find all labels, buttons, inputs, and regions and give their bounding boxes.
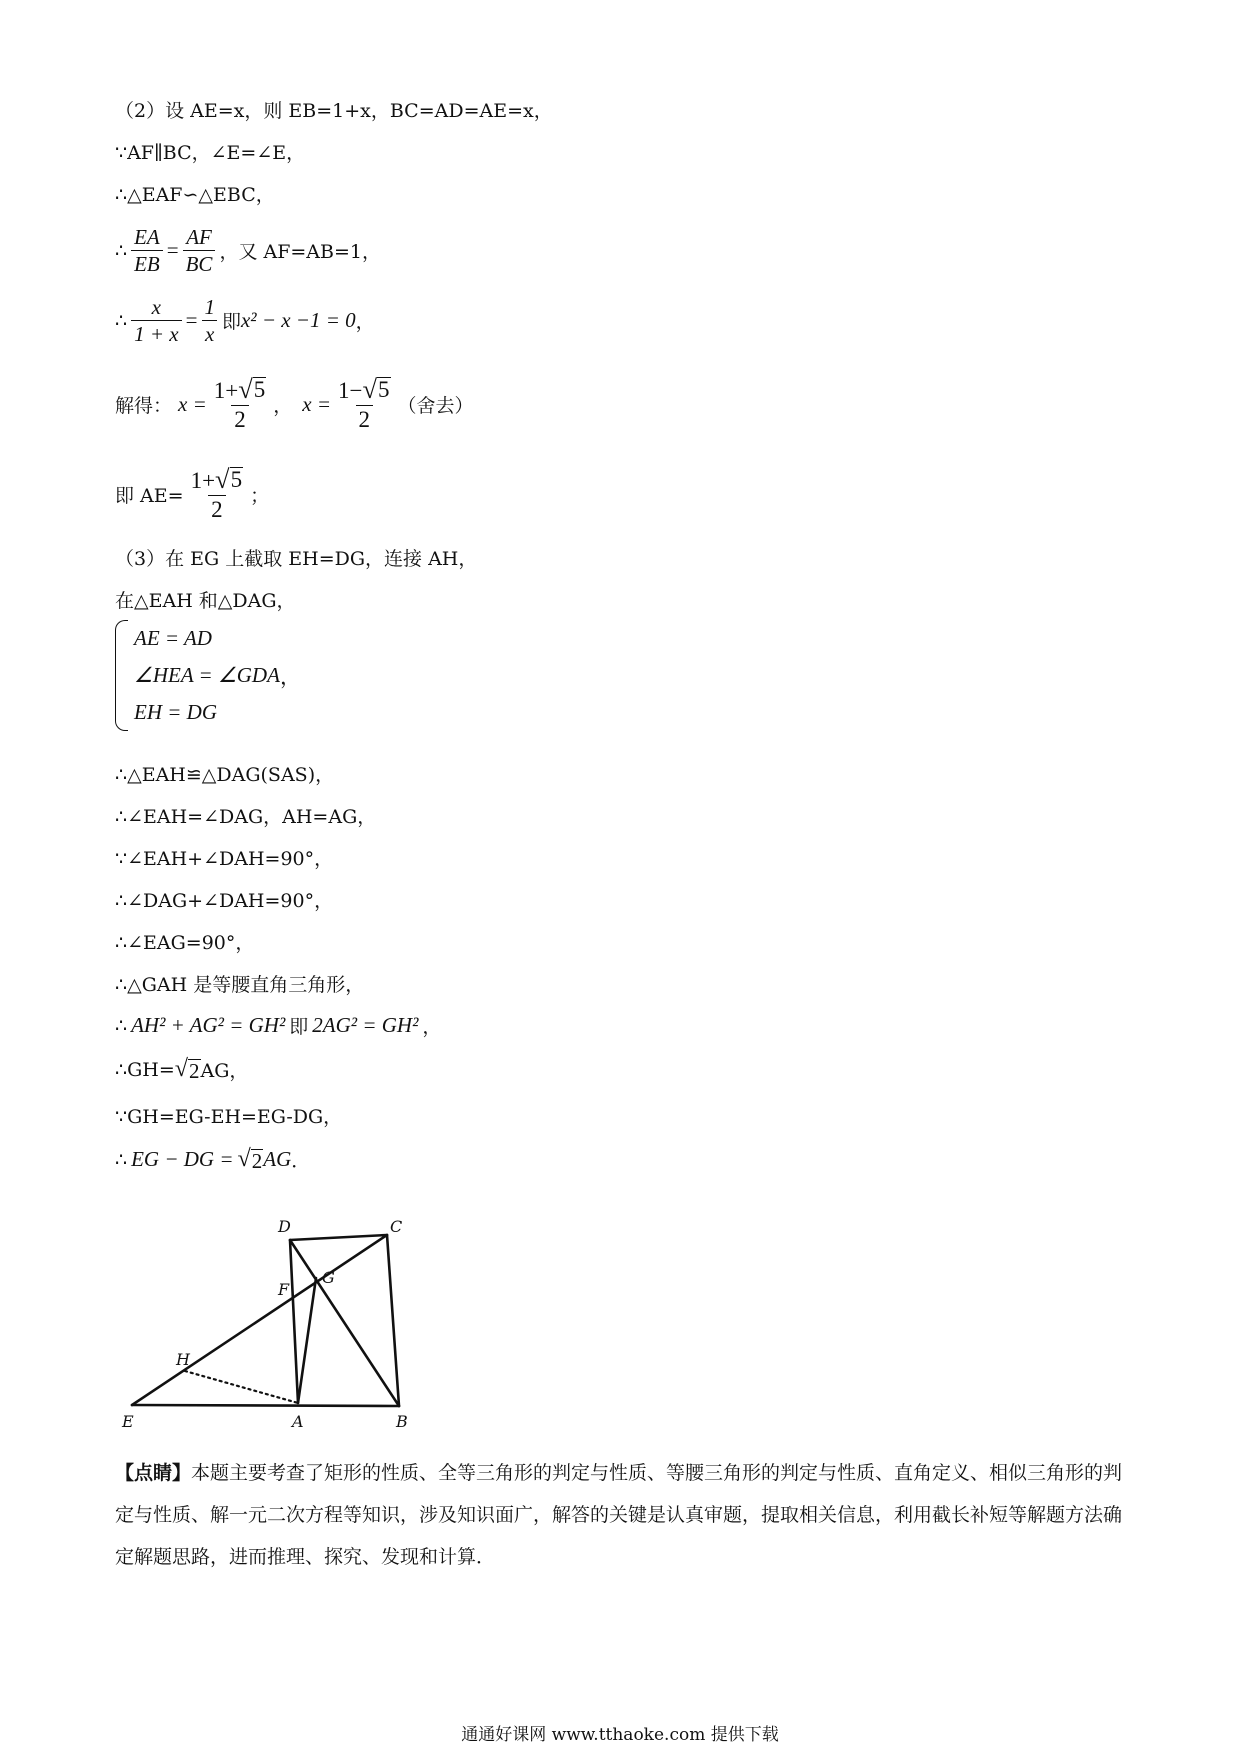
system-row-2: ∠HEA = ∠GDA (134, 663, 280, 687)
left-brace (115, 620, 128, 731)
summary-note (115, 1452, 1125, 1578)
part3-line-8: ∴△GAH 是等腰直角三角形， (115, 974, 365, 996)
part3-line-1: （3）在 EG 上截取 EH=DG，连接 AH， (115, 548, 478, 570)
fraction-1-over-x: $\frac{1}{x}$ (201, 296, 218, 345)
root-negative-fraction: 1− √ 5 2 (338, 374, 390, 433)
part3-line-7: ∴∠EAG=90°， (115, 932, 255, 954)
part2-line-7: 即 AE= 1+ √ 5 2 ； (115, 464, 270, 523)
label-d: D (278, 1217, 291, 1236)
part3-line-12: ∴ EG − DG = √ 2 AG ． (115, 1145, 311, 1173)
system-row-1: AE = AD (134, 626, 212, 650)
label-b: B (396, 1412, 408, 1431)
label-f: F (278, 1280, 290, 1299)
segment-da (290, 1240, 298, 1403)
part2-line-1: （2）设 AE=x，则 EB=1+x，BC=AD=AE=x， (115, 100, 553, 122)
part3-line-10: ∴GH= √ 2 AG， (115, 1055, 249, 1083)
label-e: E (122, 1412, 134, 1431)
part2-line-5: ∴ $\frac{x}{1 + x}$ = $\frac{1}{x}$ 即 x² − x −1 = 0 ， (115, 295, 375, 347)
part2-line-6: 解得： x = 1+ √ 5 2 ， x = 1− √ 5 2 （舍去） (115, 374, 474, 433)
label-h: H (176, 1350, 190, 1369)
note-tag: 【点睛】 (115, 1462, 192, 1484)
part2-line-3: ∴△EAF∽△EBC， (115, 184, 275, 206)
sqrt-2-final: √ 2 (237, 1145, 263, 1173)
fraction-x-over-1plusx: $\frac{x}{1 + x}$ (131, 296, 182, 345)
system-row-3: EH = DG (134, 700, 217, 724)
part3-line-2: 在△EAH 和△DAG， (115, 590, 296, 612)
label-g: G (322, 1268, 335, 1287)
root-positive-fraction: 1+ √ 5 2 (213, 374, 266, 433)
note-text: 本题主要考查了矩形的性质、全等三角形的判定与性质、等腰三角形的判定与性质、直角定义、相似三角形的判定与性质、解一元二次方程等知识，涉及知识面广，解答的关键是认真审题，提取相关信息，利用截长补短等解题方法确定解题思路，进而推理、探究、发现和计算． (115, 1462, 1123, 1568)
part2-line-2: ∵AF∥BC，∠E=∠E， (115, 142, 306, 164)
part3-line-11: ∵GH=EG-EH=EG-DG， (115, 1106, 343, 1128)
segment-db (290, 1240, 399, 1406)
segment-dc (290, 1235, 387, 1240)
part2-line-4: ∴ $\frac{EA}{EB}$ = $\frac{AF}{BC}$ ，又 AF=AB=1， (115, 225, 381, 277)
part3-line-9: ∴ AH² + AG² = GH² 即 2AG² = GH² ， (115, 1013, 442, 1038)
segment-ha-dotted (185, 1371, 298, 1403)
ae-value-fraction: 1+ √ 5 2 (190, 464, 243, 523)
quadratic-equation: x² − x −1 = 0 (240, 308, 356, 333)
part3-line-3: ∴△EAH≌△DAG(SAS)， (115, 764, 335, 786)
label-c: C (390, 1217, 403, 1236)
part3-line-4: ∴∠EAH=∠DAG，AH=AG， (115, 806, 377, 828)
segment-cb (387, 1235, 399, 1406)
segment-eb (132, 1405, 399, 1406)
equation-system: AE = AD ∠HEA = ∠GDA EH = DG ， (115, 620, 301, 731)
geometry-figure (110, 1205, 430, 1445)
part3-line-6: ∴∠DAG+∠DAH=90°， (115, 890, 334, 912)
fraction-af-bc: $\frac{AF}{BC}$ (183, 226, 216, 275)
fraction-ea-eb: $\frac{EA}{EB}$ (131, 226, 163, 275)
segment-ag (298, 1278, 316, 1403)
part3-line-5: ∵∠EAH+∠DAH=90°， (115, 848, 334, 870)
segment-ec (132, 1235, 387, 1405)
label-a: A (292, 1412, 304, 1431)
sqrt-2: √ 2 (174, 1055, 200, 1083)
footer-source: 通通好课网 www.tthaoke.com 提供下载 (461, 1725, 779, 1745)
